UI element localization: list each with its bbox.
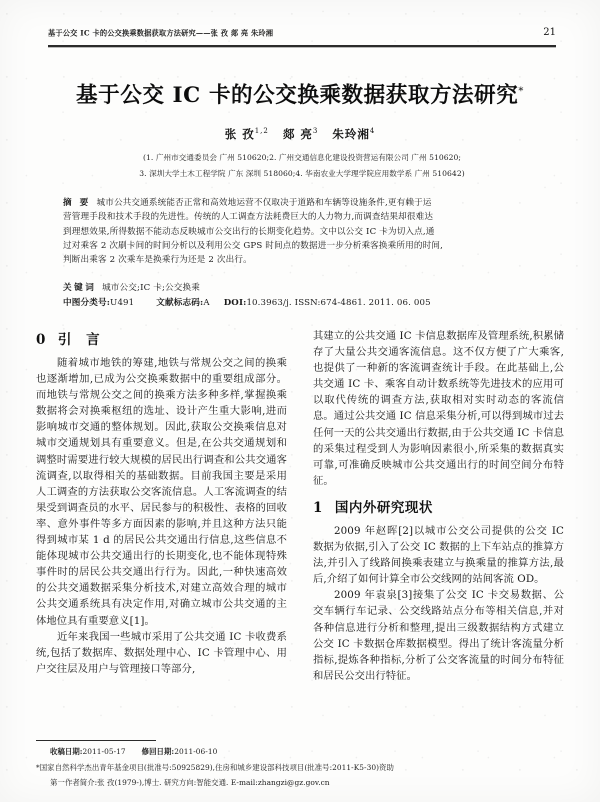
- intro-continuation-paragraph: 其建立的公共交通 IC 卡信息数据库及管理系统,积累储存了大量公共交通客流信息。这不仅方便了广大乘客,也提供了一种新的客流调查统计手段。在此基础上,公共交通 IC 卡、乘客自动计数系统等先进技术的应用可以取代传统的调查方法,获取相对实时动态的客流信息。通过公共交通 IC 信息采集分析,可以得到城市过去任何一天的公共交通出行数据,由于公共交通 IC 卡信息的采集过程受到人为影响因素很小,所采集的数据真实可靠,可准确反映城市公共交通出行的时间空间分布特征。: [313, 330, 564, 487]
- document-code-value: A: [203, 298, 210, 308]
- section-0-title: 引 言: [57, 332, 105, 348]
- abstract-line-2: 营管理手段和技术手段的先进性。传统的人工调查方法耗费巨大的人力物力,而调查结果却很难达: [63, 212, 434, 223]
- abstract-line-1: [63, 196, 541, 210]
- clc-label: 中图分类号:: [63, 298, 111, 308]
- footer-rule: [36, 740, 156, 741]
- running-head-text: 基于公交 IC 卡的公交换乘数据获取方法研究——张 孜 郯 亮 朱玲湘: [48, 28, 274, 38]
- doi-value: 10.3963/j. ISSN:674-4861. 2011. 06. 005: [246, 298, 431, 308]
- column-left: [36, 328, 287, 677]
- author-list: [0, 126, 600, 142]
- author-3: 朱玲湘: [332, 127, 370, 141]
- section-heading-1: [313, 496, 564, 516]
- section-1-title: 国内外研究现状: [334, 499, 433, 516]
- abstract-line-4: 过对乘客 2 次刷卡间的时间分析以及利用公交 GPS 时间点的数据进一步分析乘客换乘所用的时间,: [63, 240, 444, 251]
- author-2-affil: 3: [312, 127, 319, 136]
- abstract-line-3: 到理想效果,所得数据不能动态反映城市公交出行的长期变化趋势。文中以公交 IC 卡为切入点,通: [63, 226, 435, 237]
- revised-label: 修回日期:: [141, 747, 175, 756]
- footer-funding: *国家自然科学杰出青年基金项目(批准号:50925829),住房和城乡建设部科技项目(批准号:2011-K5-30)资助: [36, 763, 394, 772]
- section-heading-0: [36, 328, 287, 348]
- abstract-line-5: 判断出乘客 2 次乘车是换乘行为还是 2 次出行。: [63, 255, 252, 266]
- author-3-affil: 4: [369, 127, 376, 136]
- title-text: 基于公交 IC 卡的公交换乘数据获取方法研究: [76, 83, 519, 108]
- footer-author-bio: 第一作者简介:张 孜(1979-),博士. 研究方向:智能交通. E-mail:zhangzi@gz.gov.cn: [50, 778, 330, 787]
- author-2: 郯 亮: [282, 127, 313, 141]
- footer-dates: [50, 746, 590, 757]
- abstract-block: [63, 196, 541, 267]
- received-date: 2011-05-17: [82, 747, 126, 756]
- section-0-paragraph-1: 随着城市地铁的筹建,地铁与常规公交之间的换乘也逐渐增加,已成为公交换乘数据中的重要组成部分。而地铁与常规公交之间的换乘方法多种多样,掌握换乘数据将会对换乘枢纽的选址、设计产生重大影响,进而影响城市交通的整体规划。因此,获取公交换乘信息对城市交通规划具有重要意义。但是,在公共交通规划和调整时需要进行较大规模的居民出行调查和公共交通客流调查,以取得相关的基础数据。目前我国主要是采用人工调查的方法获取公交客流信息。人工客流调查的结果受到调查员的水平、居民参与的积极性、表格的回收率、意外事件等多方面因素的影响,并且这种方法只能得到城市某 1 d 的居民公共交通出行信息,这些信息不能体现城市公共交通出行的长期变化,也不能体现特殊事件时的居民公共交通出行行为。因此,一种快速高效的公共交通数据采集分析技术,对建立高效合理的城市公共交通系统具有决定作用,对确立城市公共交通的主体地位具有重要意义[1]。: [36, 357, 287, 627]
- doi-label: DOI:: [223, 298, 247, 308]
- keywords-line: [63, 281, 200, 293]
- author-1-affil: 1,2: [254, 127, 269, 136]
- title-footnote-marker: *: [518, 85, 524, 97]
- running-head: [48, 28, 556, 42]
- section-0-number: 0: [36, 332, 46, 348]
- revised-date: 2011-06-10: [174, 747, 218, 756]
- keywords-label: 关键词: [63, 283, 97, 293]
- page-title: [0, 78, 600, 109]
- author-1: 张 孜: [224, 127, 255, 141]
- section-0-paragraph-2: 近年来我国一些城市采用了公共交通 IC 卡收费系统,包括了数据库、数据处理中心、IC 卡管理中心、用户交往层及用户与管理接口等部分,: [36, 630, 287, 675]
- received-label: 收稿日期:: [50, 747, 83, 756]
- section-1-paragraph-2: 2009 年袁泉[3]接集了公交 IC 卡交易数据、公交车辆行车记录、公交线路站点分布等相关信息,并对各种信息进行分析和整理,提出三级数据结构方式建立公交 IC 卡数据仓库数据模型。得出了统计客流量分析指标,提炼各种指标,分析了公交客流量的时间分布特征和居民公交出行特征。: [313, 589, 564, 682]
- classification-line: [63, 296, 431, 308]
- abstract-text-1: 城市公共交通系统能否正常和高效地运营不仅取决于道路和车辆等设施条件,更有赖于运: [96, 198, 432, 208]
- header-rule: [48, 45, 556, 47]
- clc-value: U491: [110, 298, 135, 308]
- section-1-paragraph-1: 2009 年赵晖[2]以城市公交公司提供的公交 IC 数据为依据,引入了公交 IC 数据的上下车站点的推算方法,并引入了线路间换乘表建立与换乘量的推算方法,最后,介绍了如何计算全市公交线网的站间客流 OD。: [313, 524, 564, 586]
- keywords-value: 城市公交;IC 卡;公交换乘: [102, 283, 200, 293]
- page-number: 21: [543, 27, 556, 38]
- abstract-label: 摘 要: [63, 198, 91, 208]
- document-code-label: 文献标志码:: [156, 298, 204, 308]
- affiliation-line-2: 3. 深圳大学土木工程学院 广东 深圳 518060;4. 华南农业大学理学院应用数学系 广州 510642): [139, 169, 465, 178]
- affiliation-line-1: (1. 广州市交通委员会 广州 510620;2. 广州交通信息化建设投资营运有限公司 广州 510620;: [143, 153, 461, 162]
- section-1-number: 1: [313, 499, 323, 516]
- column-right: [313, 328, 564, 684]
